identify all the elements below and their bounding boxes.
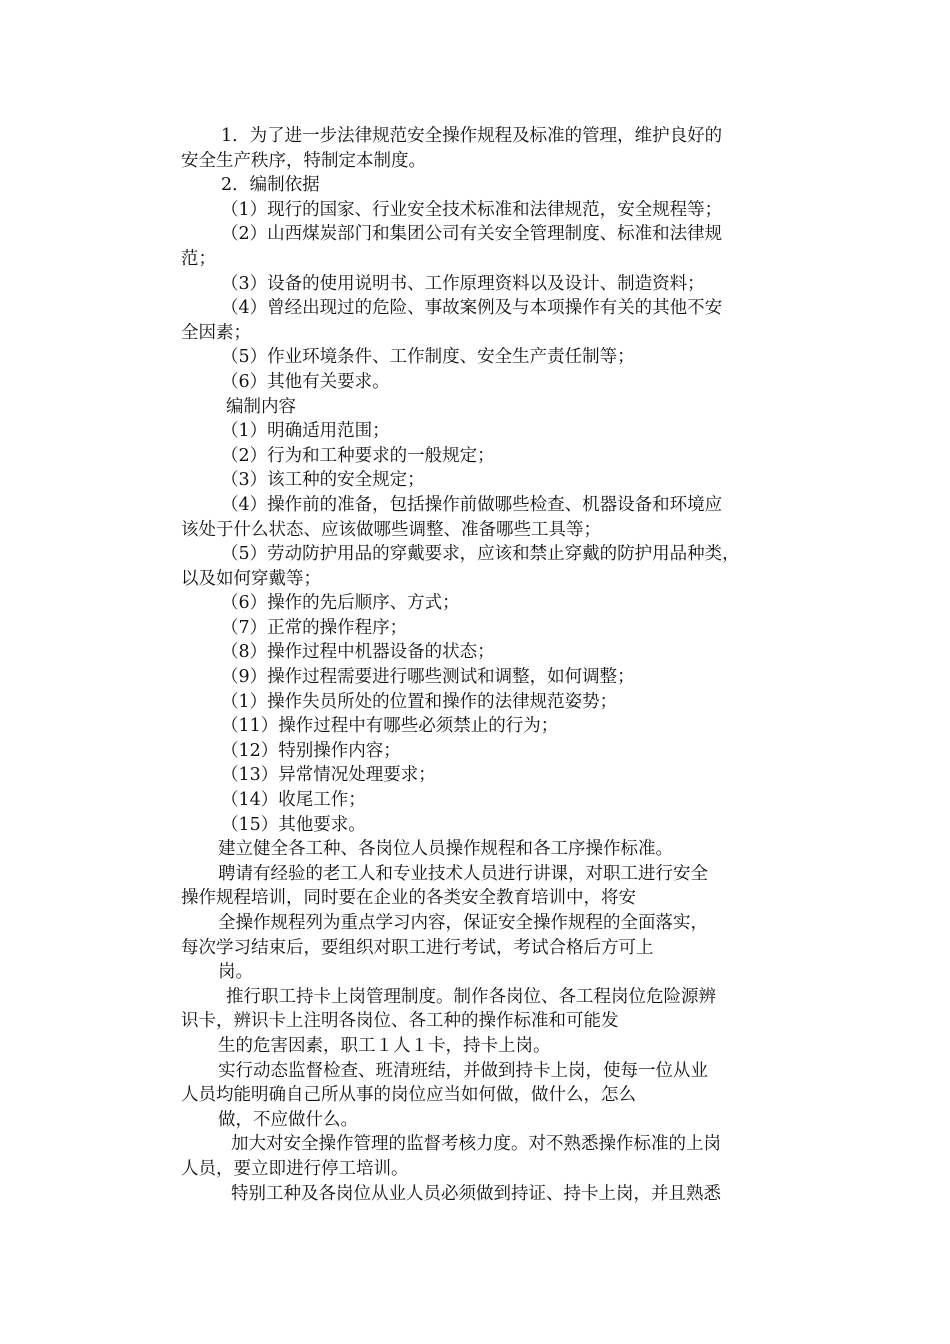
text-line: 全操作规程列为重点学习内容，保证安全操作规程的全面落实， <box>218 913 708 933</box>
text-line: （6）操作的先后顺序、方式； <box>221 593 460 614</box>
text-line: 范； <box>181 248 216 269</box>
text-line: （4）曾经出现过的危险、事故案例及与本项操作有关的其他不安 <box>221 298 723 319</box>
text-line: （6）其他有关要求。 <box>221 371 390 392</box>
text-line: 做，不应做什么。 <box>218 1109 358 1130</box>
text-line: 推行职工持卡上岗管理制度。制作各岗位、各工程岗位危险源辨 <box>226 986 716 1007</box>
text-line: （1）现行的国家、行业安全技术标准和法律规范，安全规程等； <box>221 199 723 220</box>
text-line: （2）行为和工种要求的一般规定； <box>221 445 495 466</box>
text-line: （7）正常的操作程序； <box>221 617 408 638</box>
text-line: 全因素； <box>181 322 251 343</box>
text-line: （9）操作过程需要进行哪些测试和调整，如何调整； <box>221 667 635 688</box>
text-line: （5）劳动防护用品的穿戴要求，应该和禁止穿戴的防护用品种类， <box>221 544 740 565</box>
text-line: 1．为了进一步法律规范安全操作规程及标准的管理，维护良好的 <box>221 126 723 146</box>
text-line: 该处于什么状态、应该做哪些调整、准备哪些工具等； <box>181 519 601 540</box>
text-line: 特别工种及各岗位从业人员必须做到持证、持卡上岗，并且熟悉 <box>231 1183 721 1204</box>
text-line: 安全生产秩序，特制定本制度。 <box>181 150 426 171</box>
text-line: 编制内容 <box>226 396 296 417</box>
text-line: （5）作业环境条件、工作制度、安全生产责任制等； <box>221 347 635 368</box>
text-line: 生的危害因素，职工１人１卡，持卡上岗。 <box>218 1035 551 1056</box>
text-line: 实行动态监督检查、班清班结，并做到持卡上岗，使每一位从业 <box>218 1060 708 1081</box>
text-line: （1）操作失员所处的位置和操作的法律规范姿势； <box>221 691 618 712</box>
text-line: （14）收尾工作； <box>221 790 366 811</box>
text-line: （1）明确适用范围； <box>221 421 390 442</box>
text-line: （13）异常情况处理要求； <box>221 765 436 786</box>
text-line: 加大对安全操作管理的监督考核力度。对不熟悉操作标准的上岗 <box>231 1134 721 1155</box>
text-line: 聘请有经验的老工人和专业技术人员进行讲课，对职工进行安全 <box>218 863 708 884</box>
text-line: 岗。 <box>218 962 253 983</box>
text-line: 识卡，辨识卡上注明各岗位、各工种的操作标准和可能发 <box>181 1011 619 1032</box>
text-line: （12）特别操作内容； <box>221 740 401 761</box>
document-body <box>181 124 781 1206</box>
text-line: 操作规程培训，同时要在企业的各类安全教育培训中，将安 <box>181 888 636 909</box>
text-line: 建立健全各工种、各岗位人员操作规程和各工序操作标准。 <box>218 839 673 860</box>
text-line: 2．编制依据 <box>221 175 320 196</box>
text-line: （3）设备的使用说明书、工作原理资料以及设计、制造资料； <box>221 273 705 294</box>
text-line: （15）其他要求。 <box>221 814 366 835</box>
text-line: 以及如何穿戴等； <box>181 568 321 589</box>
text-line: 每次学习结束后，要组织对职工进行考试，考试合格后方可上 <box>181 937 654 958</box>
text-line: 人员均能明确自己所从事的岗位应当如何做，做什么，怎么 <box>181 1085 636 1106</box>
text-line: （4）操作前的准备，包括操作前做哪些检查、机器设备和环境应 <box>221 494 723 515</box>
text-line: （8）操作过程中机器设备的状态； <box>221 642 495 663</box>
text-line: 人员，要立即进行停工培训。 <box>181 1158 409 1179</box>
text-line: （3）该工种的安全规定； <box>221 470 425 491</box>
text-line: （11）操作过程中有哪些必须禁止的行为； <box>221 716 559 737</box>
text-line: （2）山西煤炭部门和集团公司有关安全管理制度、标准和法律规 <box>221 224 723 245</box>
